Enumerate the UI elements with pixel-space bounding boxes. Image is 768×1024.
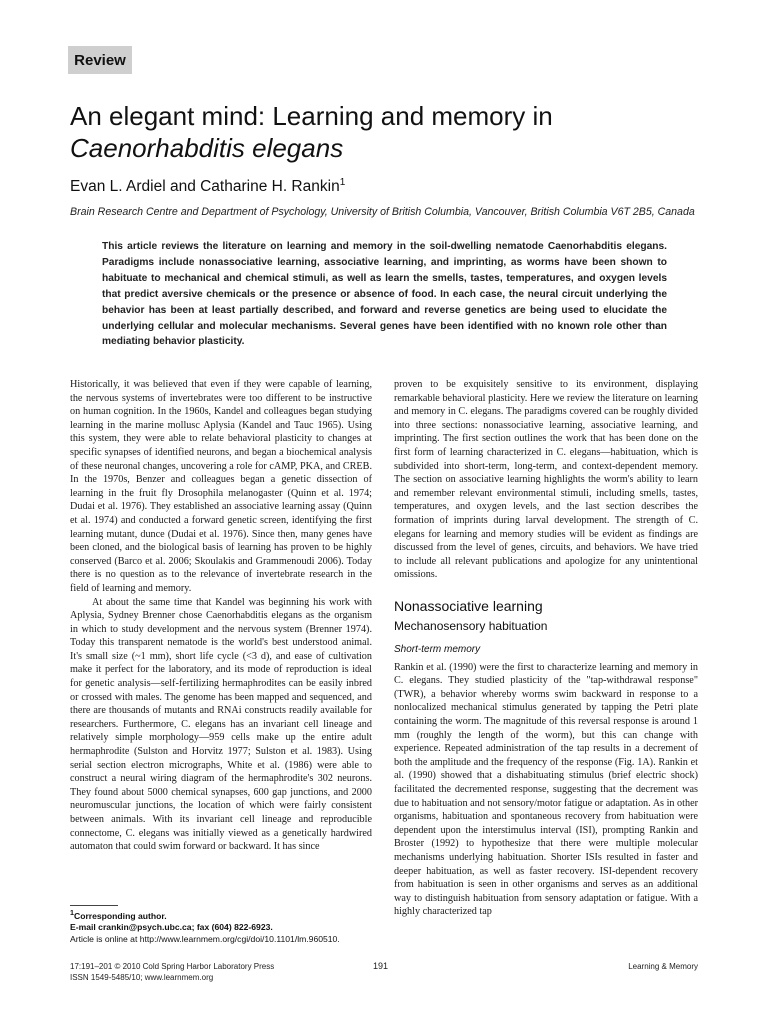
page-number: 191 [373,961,389,971]
footnote-rule [70,905,118,906]
footer-citation [70,961,274,983]
body-paragraph: Historically, it was believed that even if they were capable of learning, the nervous systems of invertebrates were too different to be instructive on human cognition. In the 1960s, Kandel and colleagues began studying learning in the marine mollusc Aplysia (Kandel and Tauc 1965). Using this system, they were able to relate behavioral plasticity to changes at specific synapses of identified neurons, and began a biochemical analysis of these neuronal changes, uncovering a role for cAMP, PKA, and CREB. In the 1970s, Benzer and colleagues began a genetic dissection of learning in the fruit fly Drosophila melanogaster (Quinn et al. 1974; Dudai et al. 1976). They established an associative learning assay (Quinn et al. 1974) and conducted a forward genetic screen, identifying the first learning mutant, dunce (Dudai et al. 1976). Since then, many genes have been cloned, and the biological basis of learning has proven to be highly conserved (Barco et al. 2006; Skoulakis and Grammenoudi 2006). Today there is no question as to the relevance of invertebrate research in the field of learning and memory. [70,379,372,594]
article-title [70,100,710,164]
subsection-heading: Mechanosensory habituation [394,618,548,633]
title-line-1: An elegant mind: Learning and memory in [70,101,553,131]
section-label: Review [74,51,126,69]
title-line-2: Caenorhabditis elegans [70,133,344,163]
body-paragraph: Rankin et al. (1990) were the first to characterize learning and memory in C. elegans. They studied plasticity of the "tap-withdrawal response" (TWR), a behavior whereby worms swim backward in response to a nonlocalized mechanical stimulus generated by tapping the Petri plate containing the worm. The magnitude of this reversal response is around 1 mm (roughly the length of the worm), but this can change with experience. Repeated administration of the tap results in a decrement of both the amplitude and the frequency of the response (Fig. 1A). Rankin et al. (1990) showed that a dishabituating stimulus (brief electric shock) facilitated the decremented response, suggesting that the decrement was due to habituation and not sensory/motor fatigue or adaptation. As in other organisms, habituation and spontaneous recovery from habituation were dependent upon the interstimulus interval (ISI), prompting Rankin and Broster (1992) to hypothesize that there were multiple molecular mechanisms underlying habituation. Shorter ISIs resulted in faster and deeper habituation, as well as faster recovery. ISI-dependent recovery from habituation is seen in other organisms and serves as an additional way to distinguish habituation from sensory adaptation or fatigue. With a highly characterized tap [394,661,698,918]
body-paragraph: At about the same time that Kandel was beginning his work with Aplysia, Sydney Brenner chose Caenorhabditis elegans as the organism in which to study development and the nervous system (Brenner 1974). Today this transparent nematode is the world's best understood animal. It's small size (~1 mm), short life cycle (<3 d), and ease of cultivation make it perfect for the laboratory, and its mode of reproduction is ideal for genetic analysis—self-fertilizing hermaphrodites can be easily inbred or crossed with males. The genome has been mapped and sequenced, and there are thousands of mutants and RNAi constructs readily available for researchers. Furthermore, C. elegans has an invariant cell lineage and relatively simple morphology—959 cells make up the entire adult hermaphrodite (Sulston and Horvitz 1977; Sulston et al. 1983). Using serial section electron micrographs, White et al. (1986) were able to construct a neural wiring diagram of the hermaphrodite's 302 neurons. They found about 5000 chemical synapses, 600 gap junctions, and 2000 neuromuscular junctions, the location of which were fairly consistent between animals. With its invariant cell lineage and reproducible connectome, C. elegans was initially viewed as a genetically hardwired automaton that could swim forward or backward. It has since [70,596,372,853]
author-email: E-mail crankin@psych.ubc.ca; fax (604) 822-6923. [70,922,273,933]
section-heading: Nonassociative learning [394,597,543,614]
body-paragraph: proven to be exquisitely sensitive to its environment, displaying remarkable behavioral plasticity. Here we review the literature on learning and memory in C. elegans. The paradigms covered can be roughly divided into three sections: nonassociative learning, associative learning, and imprinting. The first section outlines the work that has been done on the first form of learning characterized in C. elegans—habituation, which is subdivided into short-term, long-term, and context-dependent memory. The section on associative learning highlights the worm's ability to learn and remember relevant environmental stimuli, including smells, tastes, temperatures, and oxygen levels, and the last section describes the formation of imprints during larval development. The strength of C. elegans for learning and memory studies will be evident as findings are discussed from the level of genes, circuits, and behaviors. We have tried to include all relevant publications and apologize for any unintentional omissions. [394,379,698,581]
corresponding-author: $^1$Corresponding author. [70,909,167,921]
footer-issn: ISSN 1549-5485/10; www.learnmem.org [70,973,214,982]
review-badge [68,46,132,74]
right-column [394,378,698,919]
author-list [70,177,345,196]
affiliation: Brain Research Centre and Department of Psychology, University of British Columbia, Vancouver, British Columbia V6T 2B5, Canada [70,206,695,218]
abstract: This article reviews the literature on learning and memory in the soil-dwelling nematode Caenorhabditis elegans. Paradigms include nonassociative learning, associative learning, and imprinting, as worms have been shown to habituate to mechanical and chemical stimuli, as well as learn the smells, tastes, temperatures, and oxygen levels that predict aversive chemicals or the presence or absence of food. In each case, the neural circuit underlying the behavior has been at least partially described, and forward and reverse genetics are being used to elucidate the underlying cellular and molecular mechanisms. Several genes have been identified with no known role other than mediating behavior plasticity. [102,241,667,348]
footer-copyright: 17:191–201 © 2010 Cold Spring Harbor Laboratory Press [70,962,275,971]
subsubsection-heading: Short-term memory [394,644,481,656]
author-footnote-mark: 1 [339,177,346,188]
article-url: Article is online at http://www.learnmem.org/cgi/doi/10.1101/lm.960510. [70,934,340,945]
journal-name: Learning & Memory [628,962,698,971]
author-names: Evan L. Ardiel and Catharine H. Rankin [70,178,340,196]
footnote [70,908,372,946]
left-column [70,378,372,854]
